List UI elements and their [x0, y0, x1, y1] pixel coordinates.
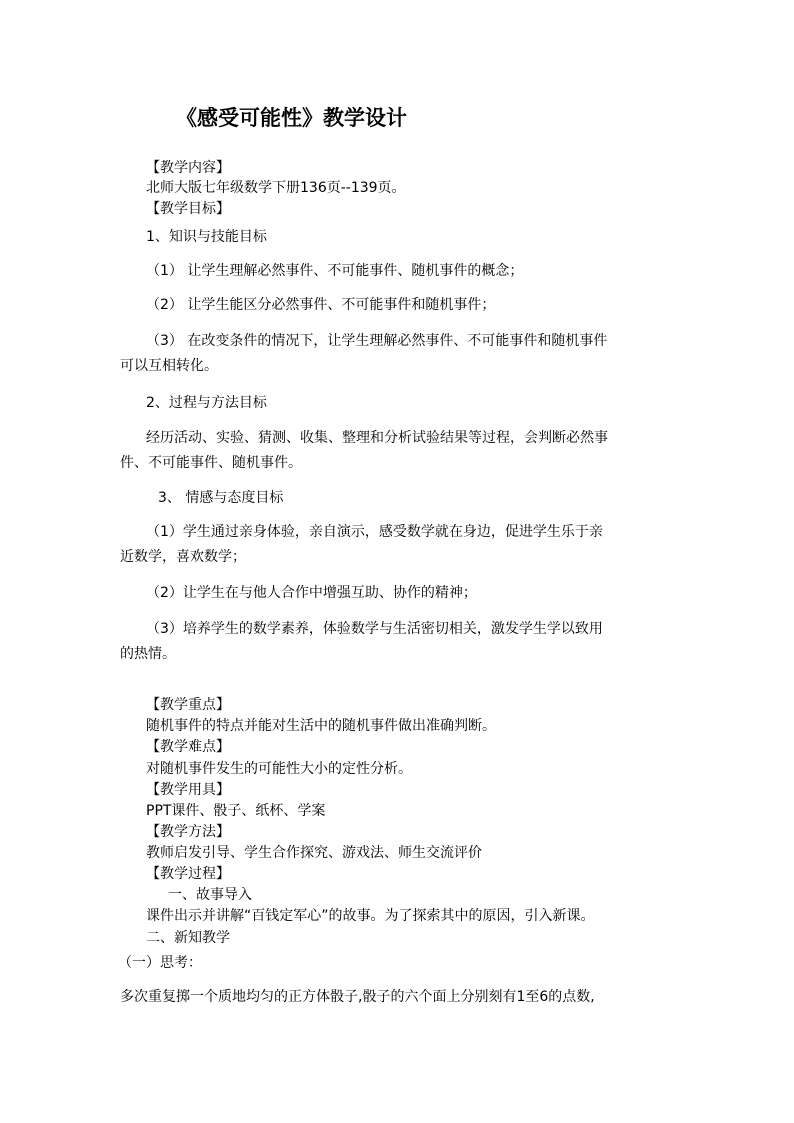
process-step-1-text: 课件出示并讲解“百钱定军心”的故事。为了探索其中的原因，引入新课。	[146, 908, 595, 924]
objective-1-item-1: （1） 让学生理解必然事件、不可能事件、随机事件的概念；	[146, 263, 524, 279]
tools-header: 【教学用具】	[146, 782, 230, 798]
think-text: 多次重复掷一个质地均匀的正方体骰子,骰子的六个面上分别刻有1至6的点数,	[120, 989, 595, 1005]
think-label: （一）思考：	[118, 955, 202, 971]
objective-1-item-3-line-1: （3） 在改变条件的情况下，让学生理解必然事件、不可能事件和随机事件	[146, 333, 608, 349]
objective-3-item-3-line-1: （3）培养学生的数学素养，体验数学与生活密切相关，激发学生学以致用	[146, 621, 603, 637]
objective-1-item-3-line-2: 可以互相转化。	[120, 358, 218, 374]
key-points-header: 【教学重点】	[146, 697, 230, 713]
objective-1-title: 1、知识与技能目标	[146, 229, 267, 245]
objective-3-title: 3、 情感与态度目标	[158, 490, 284, 506]
methods-header: 【教学方法】	[146, 824, 230, 840]
content-header: 【教学内容】	[146, 160, 230, 176]
methods-text: 教师启发引导、学生合作探究、游戏法、师生交流评价	[146, 845, 482, 861]
objectives-header: 【教学目标】	[146, 201, 230, 217]
key-points-text: 随机事件的特点并能对生活中的随机事件做出准确判断。	[146, 718, 496, 734]
objective-1-item-2: （2） 让学生能区分必然事件、不可能事件和随机事件；	[146, 297, 496, 313]
tools-text: PPT课件、骰子、纸杯、学案	[146, 803, 326, 819]
process-header: 【教学过程】	[146, 866, 230, 882]
objective-2-title: 2、过程与方法目标	[146, 395, 267, 411]
objective-3-item-1-line-1: （1）学生通过亲身体验，亲自演示，感受数学就在身边，促进学生乐于亲	[146, 524, 603, 540]
content-text: 北师大版七年级数学下册136页--139页。	[146, 180, 406, 196]
process-step-2: 二、新知教学	[146, 930, 230, 946]
difficulty-text: 对随机事件发生的可能性大小的定性分析。	[146, 761, 412, 777]
process-step-1: 一、故事导入	[168, 887, 252, 903]
document-title: 《感受可能性》教学设计	[176, 105, 407, 130]
difficulty-header: 【教学难点】	[146, 739, 230, 755]
objective-2-text-line-1: 经历活动、实验、猜测、收集、整理和分析试验结果等过程，会判断必然事	[146, 430, 608, 446]
objective-3-item-1-line-2: 近数学，喜欢数学；	[120, 549, 246, 565]
objective-3-item-2: （2）让学生在与他人合作中增强互助、协作的精神；	[146, 585, 477, 601]
objective-2-text-line-2: 件、不可能事件、随机事件。	[120, 455, 302, 471]
objective-3-item-3-line-2: 的热情。	[120, 646, 176, 662]
